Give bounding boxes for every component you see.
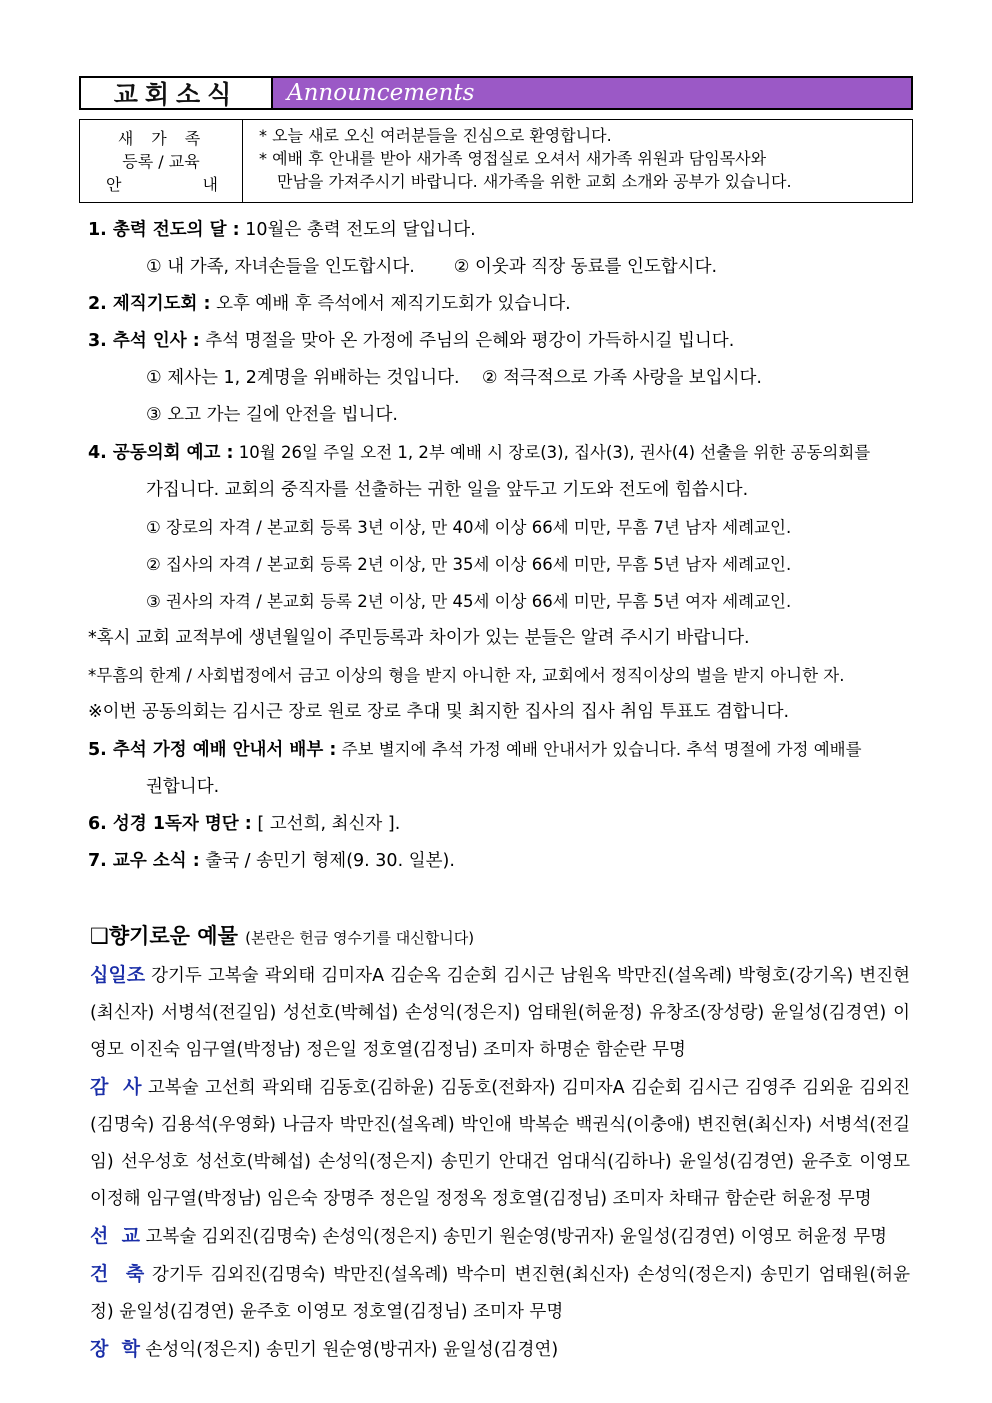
item-4-text2: 가집니다. 교회의 중직자를 선출하는 귀한 일을 앞두고 기도와 전도에 힘씁시다. <box>146 480 749 500</box>
item-6-title: 6. 성경 1독자 명단 : <box>88 814 252 834</box>
newcomer-label-line3 <box>80 173 242 196</box>
offering-section <box>90 918 910 1369</box>
offering-title-text: 향기로운 예물 <box>108 924 238 948</box>
item-3 <box>88 323 908 360</box>
tithe-label: 십일조 <box>90 964 146 986</box>
item-7-title: 7. 교우 소식 : <box>88 851 200 871</box>
offering-thanks <box>90 1069 910 1218</box>
newcomer-text-line3: 만남을 가져주시기 바랍니다. 새가족을 위한 교회 소개와 공부가 있습니다. <box>277 172 792 191</box>
newcomer-box <box>79 119 913 203</box>
item-1-text: 10월은 총력 전도의 달입니다. <box>239 220 476 240</box>
newcomer-label-line3b: 내 <box>202 174 218 194</box>
item-1-sub: ① 내 가족, 자녀손들을 인도합시다. ② 이웃과 직장 동료를 인도합시다. <box>146 257 718 277</box>
item-4-sub2: ② 집사의 자격 / 본교회 등록 2년 이상, 만 35세 이상 66세 미만, 무흠 5년 남자 세례교인. <box>146 555 792 574</box>
offering-building <box>90 1256 910 1331</box>
item-5 <box>88 731 908 769</box>
item-3-sub2: ③ 오고 가는 길에 안전을 빕니다. <box>146 405 398 425</box>
offering-mission <box>90 1218 910 1256</box>
tithe-names: 강기두 고복술 곽외태 김미자A 김순옥 김순회 김시근 남원옥 박만진(설옥례) 박형호(강기옥) 변진현(최신자) 서병석(전길임) 성선호(박혜섭) 손성익(정은지) 엄태원(허윤정) 유창조(장성랑) 윤일성(김경연) 이영모 이진숙 임구열(박정남) 정은일 정호열(김정님) 조미자 하명순 함순란 무명 <box>90 966 910 1060</box>
item-5-title: 5. 추석 가정 예배 안내서 배부 : <box>88 740 337 760</box>
scholarship-names: 손성익(정은지) 송민기 원순영(방귀자) 윤일성(김경연) <box>145 1340 559 1360</box>
header-title-en: Announcements <box>273 78 911 108</box>
thanks-label: 감 사 <box>90 1076 142 1098</box>
offering-tithe <box>90 957 910 1069</box>
thanks-names: 고복술 고선희 곽외태 김동호(김하윤) 김동호(전화자) 김미자A 김순회 김시근 김영주 김외윤 김외진(김명숙) 김용석(우영화) 나금자 박만진(설옥례) 박인애 박복순 백권식(이충애) 변진현(최신자) 서병석(전길임) 선우성호 성선호(박혜섭) 손성익(정은지) 송민기 안대건 엄대식(김하나) 윤일성(김경연) 윤주호 이영모 이정해 임구열(박정남) 임은숙 장명주 정은일 정정옥 정호열(김정님) 조미자 차태규 함순란 허윤정 무명 <box>90 1078 910 1209</box>
item-2-title: 2. 제직기도회 : <box>88 294 211 314</box>
mission-label: 선 교 <box>90 1225 140 1247</box>
item-4-title: 4. 공동의회 예고 : <box>88 443 234 463</box>
note-3: ※이번 공동의회는 김시근 장로 원로 장로 추대 및 최지한 집사의 집사 취임 투표도 겸합니다. <box>88 702 790 722</box>
scholarship-label: 장 학 <box>90 1338 140 1360</box>
note-2: *무흠의 한계 / 사회법정에서 금고 이상의 형을 받지 아니한 자, 교회에서 정직이상의 벌을 받지 아니한 자. <box>88 666 845 685</box>
item-1 <box>88 212 908 249</box>
item-7-text: 출국 / 송민기 형제(9. 30. 일본). <box>199 851 455 871</box>
building-names: 강기두 김외진(김명숙) 박만진(설옥례) 박수미 변진현(최신자) 손성익(정은지) 송민기 엄태원(허윤정) 윤일성(김경연) 윤주호 이영모 정호열(김정님) 조미자 무명 <box>90 1265 910 1322</box>
item-3-title: 3. 추석 인사 : <box>88 331 200 351</box>
note-1: *혹시 교회 교적부에 생년월일이 주민등록과 차이가 있는 분들은 알려 주시기 바랍니다. <box>88 628 750 648</box>
header-title-ko: 교회소식 <box>81 78 273 108</box>
item-5-text: 주보 별지에 추석 가정 예배 안내서가 있습니다. 추석 명절에 가정 예배를 <box>336 740 862 759</box>
newcomer-text-line2: * 예배 후 안내를 받아 새가족 영접실로 오셔서 새가족 위원과 담임목사와 <box>259 149 767 168</box>
newcomer-label-line3a: 안 <box>106 174 122 194</box>
item-1-title: 1. 총력 전도의 달 : <box>88 220 240 240</box>
item-6 <box>88 806 908 843</box>
newcomer-text <box>243 120 912 202</box>
newcomer-label-line2: 등록 / 교육 <box>122 151 200 171</box>
offering-title <box>90 918 910 957</box>
checkbox-icon: ❑ <box>90 924 109 948</box>
newcomer-label <box>80 120 243 202</box>
item-4-sub3: ③ 권사의 자격 / 본교회 등록 2년 이상, 만 45세 이상 66세 미만, 무흠 5년 여자 세례교인. <box>146 592 792 611</box>
item-6-text: [ 고선희, 최신자 ]. <box>251 814 401 834</box>
item-4 <box>88 434 908 472</box>
announcements-header <box>79 76 913 110</box>
newcomer-text-line1: * 오늘 새로 오신 여러분들을 진심으로 환영합니다. <box>259 126 612 145</box>
item-2 <box>88 286 908 323</box>
item-7 <box>88 843 908 880</box>
item-4-sub1: ① 장로의 자격 / 본교회 등록 3년 이상, 만 40세 이상 66세 미만, 무흠 7년 남자 세례교인. <box>146 518 792 537</box>
item-4-text: 10월 26일 주일 오전 1, 2부 예배 시 장로(3), 집사(3), 권사(4) 선출을 위한 공동의회를 <box>233 443 871 462</box>
building-label: 건 축 <box>90 1263 145 1285</box>
announcement-list <box>88 212 908 880</box>
newcomer-label-line1: 새가족 <box>117 128 219 148</box>
item-3-sub1: ① 제사는 1, 2계명을 위배하는 것입니다. ② 적극적으로 가족 사랑을 보입시다. <box>146 368 762 388</box>
item-3-text: 추석 명절을 맞아 온 가정에 주님의 은혜와 평강이 가득하시길 빕니다. <box>199 331 735 351</box>
offering-scholarship <box>90 1331 910 1369</box>
mission-names: 고복술 김외진(김명숙) 손성익(정은지) 송민기 원순영(방귀자) 윤일성(김경연) 이영모 허윤정 무명 <box>145 1227 888 1247</box>
item-2-text: 오후 예배 후 즉석에서 제직기도회가 있습니다. <box>210 294 571 314</box>
item-5-text2: 권합니다. <box>146 777 220 797</box>
offering-note: (본란은 헌금 영수기를 대신합니다) <box>245 929 475 947</box>
